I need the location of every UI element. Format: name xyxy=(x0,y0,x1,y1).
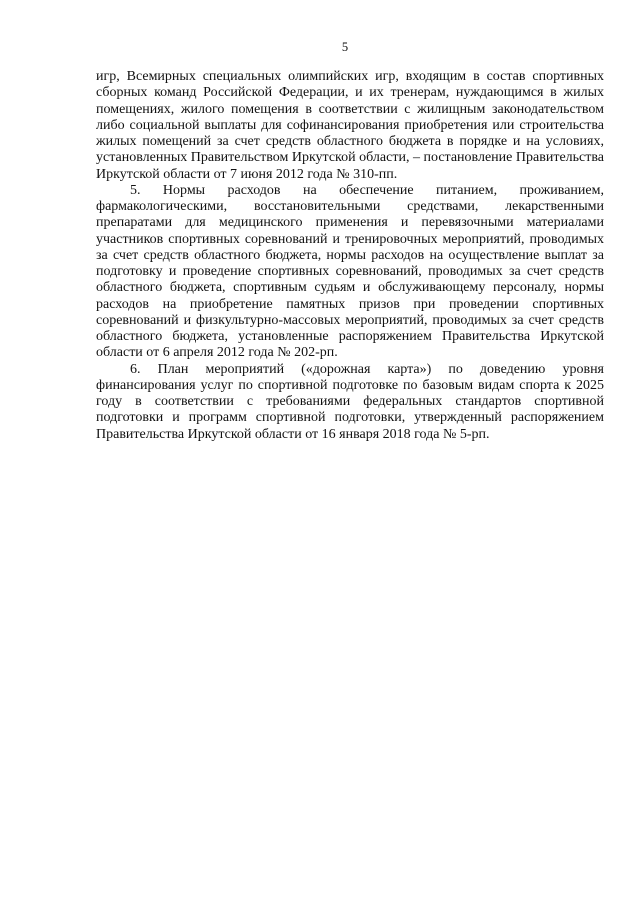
page-number: 5 xyxy=(341,40,349,54)
paragraph-item-6: 6. План мероприятий («дорожная карта») по доведению уровня финансирования услуг по спортивной подготовке по базовым видам спорта к 2025 году в соответствии с требованиями федеральных стандартов спортивной подготовки и программ спортивной подготовки, утвержденный распоряжением Правительства Иркутской области от 16 января 2018 года № 5-рп. xyxy=(96,361,604,442)
paragraph-continuation: игр, Всемирных специальных олимпийских игр, входящим в состав спортивных сборных команд Российской Федерации, и их тренерам, нуждающимся в жилых помещениях, жилого помещения в соответствии с жилищным законодательством либо социальной выплаты для софинансирования приобретения или строительства жилых помещений за счет средств областного бюджета в порядке и на условиях, установленных Правительством Иркутской области, – постановление Правительства Иркутской области от 7 июня 2012 года № 310-пп. xyxy=(96,69,604,182)
paragraph-item-5: 5. Нормы расходов на обеспечение питанием, проживанием, фармакологическими, восстановительными средствами, лекарственными препаратами для медицинского применения и перевязочными материалами участников спортивных соревнований и тренировочных мероприятий, проводимых за счет средств областного бюджета, нормы расходов на осуществление выплат за подготовку и проведение спортивных соревнований, проводимых за счет средств областного бюджета, спортивным судьям и обслуживающему персоналу, нормы расходов на приобретение памятных призов при проведении спортивных соревнований и физкультурно-массовых мероприятий, проводимых за счет средств областного бюджета, установленные распоряжением Правительства Иркутской области от 6 апреля 2012 года № 202-рп. xyxy=(96,182,604,361)
document-body xyxy=(96,69,604,443)
